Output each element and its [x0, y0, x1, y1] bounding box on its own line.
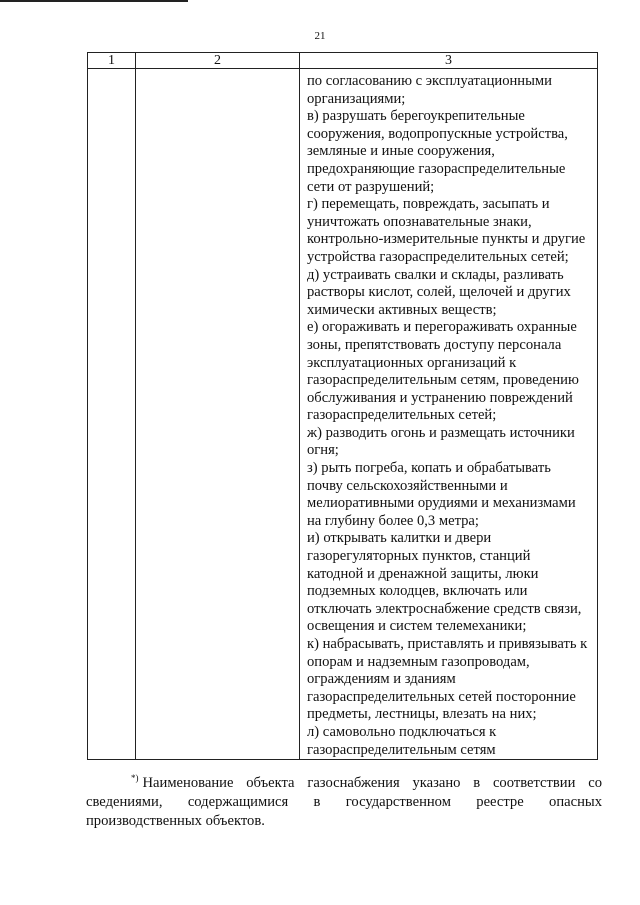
text-line: подземных колодцев, включать или	[307, 583, 528, 600]
text-line: на глубину более 0,3 метра;	[307, 512, 479, 529]
text-line: л) самовольно подключаться к	[307, 723, 497, 740]
text-line: устройства газораспределительных сетей;	[307, 248, 569, 265]
text-line: к) набрасывать, приставлять и привязывать к	[307, 636, 588, 652]
column-2-cell	[136, 69, 300, 760]
text-line: организациями;	[307, 90, 406, 107]
text-line: предметы, лестницы, влезать на них;	[307, 706, 537, 723]
column-1-cell	[88, 69, 136, 760]
prohibitions-text	[300, 69, 597, 759]
text-line: газораспределительным сетям, проведению	[307, 372, 579, 389]
text-line: уничтожать опознавательные знаки,	[307, 213, 532, 230]
page-number: 21	[314, 30, 326, 42]
footnote-line-1-text: Наименование объекта газоснабжения указано в соответствии со	[142, 775, 602, 791]
text-line: з) рыть погреба, копать и обрабатывать	[307, 460, 551, 477]
column-header-3: 3	[300, 53, 598, 69]
text-line: г) перемещать, повреждать, засыпать и	[307, 196, 550, 213]
text-line: обслуживания и устранению повреждений	[307, 389, 573, 406]
text-line: растворы кислот, солей, щелочей и других	[307, 284, 571, 301]
column-header-2: 2	[136, 53, 300, 69]
text-line: е) огораживать и перегораживать охранные	[307, 319, 577, 336]
text-line: зоны, препятствовать доступу персонала	[307, 336, 562, 353]
text-line: контрольно-измерительные пункты и другие	[307, 231, 586, 248]
text-line: катодной и дренажной защиты, люки	[307, 565, 539, 582]
footnote-line-2: сведениями, содержащимися в государственном реестре опасных	[86, 794, 602, 810]
table-row	[88, 69, 598, 760]
text-line: опорам и надземным газопроводам,	[307, 653, 530, 670]
text-line: мелиоративными орудиями и механизмами	[307, 495, 576, 512]
top-rule	[0, 0, 188, 2]
text-line: д) устраивать свалки и склады, разливать	[307, 266, 564, 283]
text-line: химически активных веществ;	[307, 301, 497, 318]
text-line: газораспределительных сетей посторонние	[307, 688, 576, 705]
text-line: в) разрушать берегоукрепительные	[307, 108, 525, 125]
text-line: и) открывать калитки и двери	[307, 530, 492, 547]
footnote-line-3: производственных объектов.	[86, 813, 265, 829]
footnote-marker: *)	[131, 773, 139, 783]
text-line: освещения и систем телемеханики;	[307, 618, 527, 635]
text-line: газораспределительным сетям	[307, 741, 496, 758]
text-line: огня;	[307, 442, 339, 459]
footnote	[86, 769, 602, 831]
text-line: сети от разрушений;	[307, 178, 435, 195]
text-line: почву сельскохозяйственными и	[307, 477, 508, 494]
column-header-1: 1	[88, 53, 136, 69]
text-line: ограждениям и зданиям	[307, 671, 456, 688]
text-line: земляные и иные сооружения,	[307, 143, 495, 160]
text-line: по согласованию с эксплуатационными	[307, 73, 552, 89]
text-line: эксплуатационных организаций к	[307, 354, 517, 371]
text-line: газорегуляторных пунктов, станций	[307, 548, 531, 565]
text-line: ж) разводить огонь и размещать источники	[307, 424, 575, 441]
column-3-cell	[300, 69, 598, 760]
document-table	[87, 52, 598, 760]
text-line: газораспределительных сетей;	[307, 407, 497, 424]
footnote-line-1	[86, 769, 602, 793]
table-header-row	[88, 53, 598, 69]
text-line: отключать электроснабжение средств связи,	[307, 600, 582, 617]
text-line: предохраняющие газораспределительные	[307, 160, 566, 177]
text-line: сооружения, водопропускные устройства,	[307, 125, 568, 142]
